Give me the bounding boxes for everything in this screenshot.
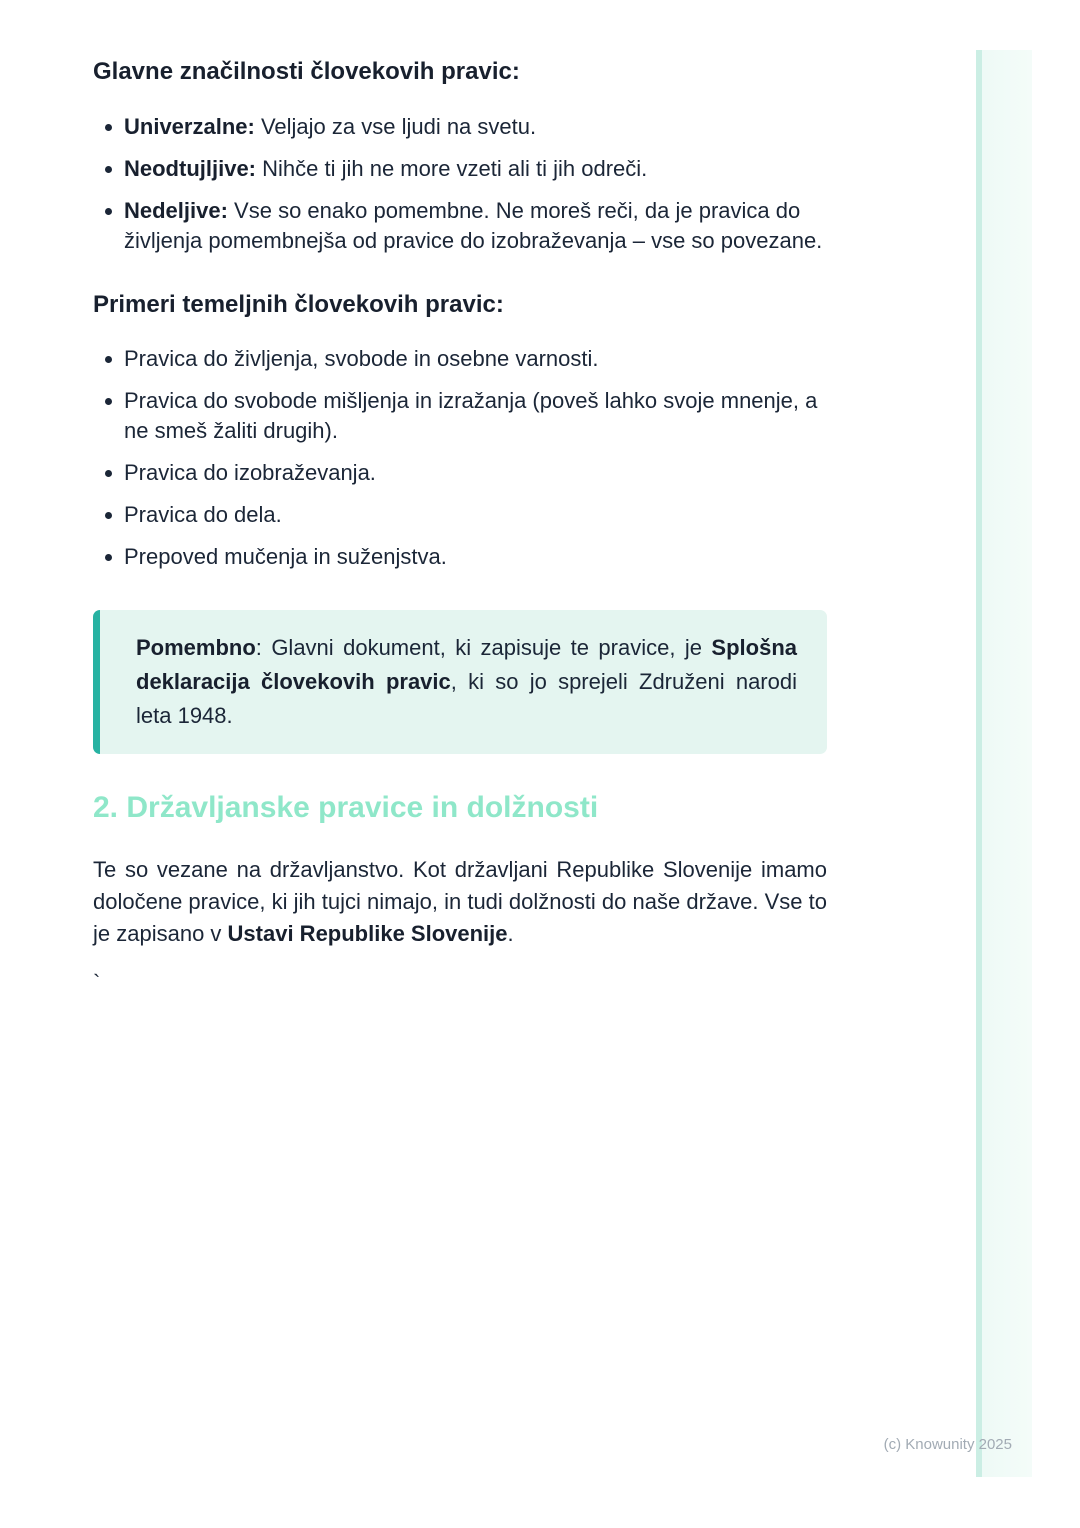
list-item-text: Pravica do svobode mišljenja in izražanja (poveš lahko svoje mnenje, a ne smeš žaliti drugih). (124, 388, 818, 443)
list-item-text: Pravica do izobraževanja. (124, 460, 376, 485)
callout-text-segment: , ki so jo sprejeli Združeni narodi leta 1948. (136, 669, 797, 728)
paragraph-text-segment: . (507, 921, 514, 946)
paragraph-text-segment: Te so vezane na državljanstvo. Kot državljani Republike Slovenije imamo določene pravice, ki jih tujci nimajo, in tudi dolžnosti do naše države. Vse to je zapisano v (93, 857, 827, 946)
right-accent-strip (976, 50, 1032, 1477)
list-item-term: Nedeljive: (124, 198, 228, 223)
list-item (93, 542, 827, 572)
list-item-text: Pravica do življenja, svobode in osebne varnosti. (124, 346, 599, 371)
list-item-term: Neodtujljive: (124, 156, 257, 181)
heading-examples-of-rights: Primeri temeljnih človekovih pravic: (93, 291, 504, 318)
list-item (93, 386, 827, 446)
list-item (93, 196, 827, 256)
citizen-rights-paragraph (93, 854, 827, 950)
stray-backtick-character: ` (93, 970, 101, 995)
heading-main-characteristics: Glavne značilnosti človekovih pravic: (93, 58, 520, 85)
page-content (93, 0, 827, 998)
heading-citizen-rights: 2. Državljanske pravice in dolžnosti (93, 791, 599, 824)
list-item (93, 500, 827, 530)
list-item-text: Pravica do dela. (124, 502, 282, 527)
callout-term: Pomembno (136, 635, 256, 660)
list-item-text: Vse so enako pomembne. Ne moreš reči, da je pravica do življenja pomembnejša od pravice do izobraževanja – vse so povezane. (124, 198, 823, 253)
list-item-text: Veljajo za vse ljudi na svetu. (254, 114, 537, 139)
list-item (93, 112, 827, 142)
characteristics-list (93, 112, 827, 256)
examples-list (93, 344, 827, 572)
footer-copyright: (c) Knowunity 2025 (883, 1436, 1012, 1453)
callout-text (136, 631, 797, 733)
list-item (93, 458, 827, 488)
list-item-term: Univerzalne: (124, 114, 255, 139)
list-item (93, 154, 827, 184)
list-item (93, 344, 827, 374)
important-callout-box (93, 610, 827, 754)
list-item-text: Prepoved mučenja in suženjstva. (124, 544, 447, 569)
list-item-text: Nihče ti jih ne more vzeti ali ti jih odreči. (256, 156, 648, 181)
callout-text-segment: : Glavni dokument, ki zapisuje te pravice, je (255, 635, 712, 660)
paragraph-bold-title: Ustavi Republike Slovenije (227, 921, 508, 946)
callout-bold-title: Splošna deklaracija človekovih pravic (136, 635, 797, 694)
